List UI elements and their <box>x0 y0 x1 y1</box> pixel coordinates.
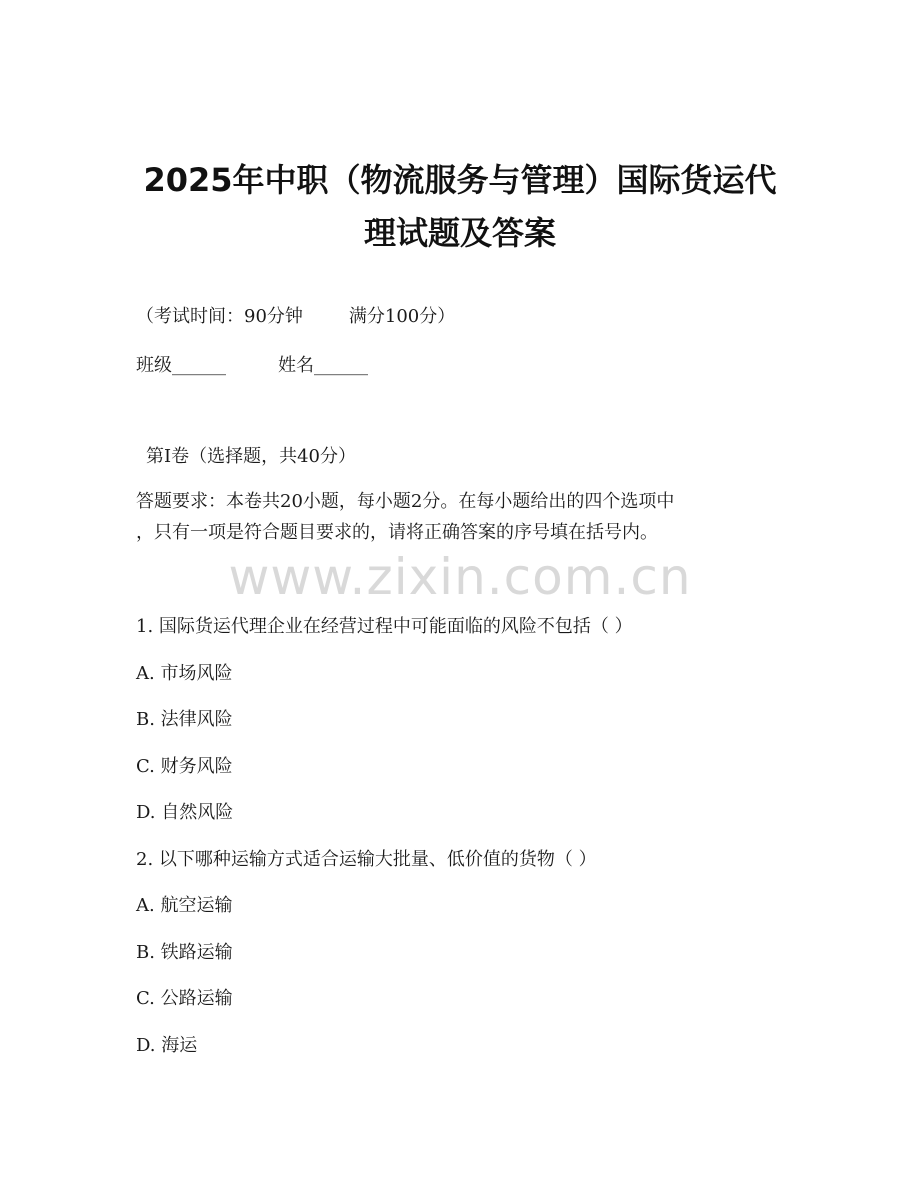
exam-time: （考试时间：90分钟 <box>136 306 303 327</box>
exam-score: 满分100分） <box>348 306 456 327</box>
instructions-line1: 答题要求：本卷共20小题，每小题2分。在每小题给出的四个选项中 <box>136 491 675 512</box>
document-title-line1: 2025年中职（物流服务与管理）国际货运代 <box>143 161 777 199</box>
question-option: D. 海运 <box>136 1035 198 1056</box>
question-option: B. 铁路运输 <box>136 942 233 963</box>
exam-info <box>136 302 455 328</box>
question-option: C. 财务风险 <box>136 756 233 777</box>
name-field: 姓名______ <box>278 355 368 376</box>
question-option: A. 市场风险 <box>136 663 233 684</box>
question-option: B. 法律风险 <box>136 709 233 730</box>
section-title: 第Ⅰ卷（选择题，共40分） <box>146 446 357 467</box>
question-option: C. 公路运输 <box>136 988 233 1009</box>
class-field: 班级______ <box>136 355 226 376</box>
student-fields <box>136 351 368 377</box>
question-option: A. 航空运输 <box>136 895 233 916</box>
watermark: www.zixin.com.cn <box>228 548 692 606</box>
question-stem: 1. 国际货运代理企业在经营过程中可能面临的风险不包括（ ） <box>136 616 633 637</box>
document-title-line2: 理试题及答案 <box>363 214 556 252</box>
question-option: D. 自然风险 <box>136 802 234 823</box>
question-stem: 2. 以下哪种运输方式适合运输大批量、低价值的货物（ ） <box>136 849 597 870</box>
instructions-line2: ，只有一项是符合题目要求的，请将正确答案的序号填在括号内。 <box>136 522 658 543</box>
